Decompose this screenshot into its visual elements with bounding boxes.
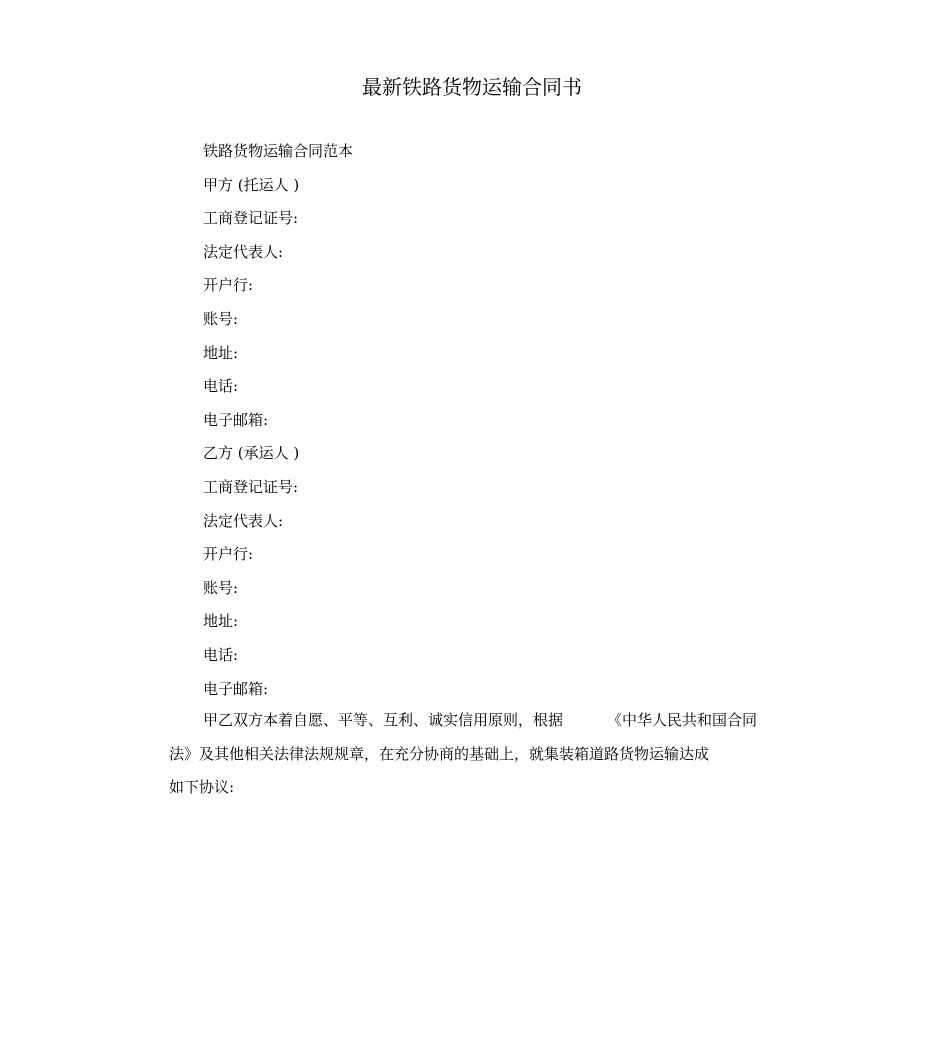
party-a-account-field: 账号:	[203, 309, 239, 328]
party-a-heading: 甲方 (托运人 )	[203, 175, 300, 194]
party-b-bank-field: 开户行:	[203, 545, 254, 564]
paragraph-line-1-text: 甲乙双方本着自愿、平等、互利、诚实信用原则，根据	[203, 711, 564, 729]
party-a-registration-field: 工商登记证号:	[203, 209, 299, 228]
party-b-address-field: 地址:	[203, 612, 239, 631]
paragraph-line-3: 如下协议:	[169, 778, 235, 796]
party-b-email-field: 电子邮箱:	[203, 679, 269, 698]
party-b-heading: 乙方 (承运人 )	[203, 444, 300, 463]
party-b-phone-field: 电话:	[203, 645, 239, 664]
party-b-account-field: 账号:	[203, 578, 239, 597]
agreement-paragraph	[169, 709, 789, 810]
party-a-phone-field: 电话:	[203, 377, 239, 396]
contract-fields	[203, 140, 803, 711]
party-a-bank-field: 开户行:	[203, 276, 254, 295]
party-a-legal-rep-field: 法定代表人:	[203, 242, 284, 261]
paragraph-law-reference: 《中华人民共和国合同	[607, 711, 758, 729]
contract-subtitle: 铁路货物运输合同范本	[203, 142, 354, 160]
party-a-email-field: 电子邮箱:	[203, 410, 269, 429]
party-a-address-field: 地址:	[203, 343, 239, 362]
document-title: 最新铁路货物运输合同书	[362, 75, 582, 99]
party-b-registration-field: 工商登记证号:	[203, 477, 299, 496]
paragraph-line-1	[169, 709, 789, 743]
party-b-legal-rep-field: 法定代表人:	[203, 511, 284, 530]
paragraph-line-2: 法》及其他相关法律法规规章，在充分协商的基础上，就集装箱道路货物运输达成	[169, 744, 710, 763]
